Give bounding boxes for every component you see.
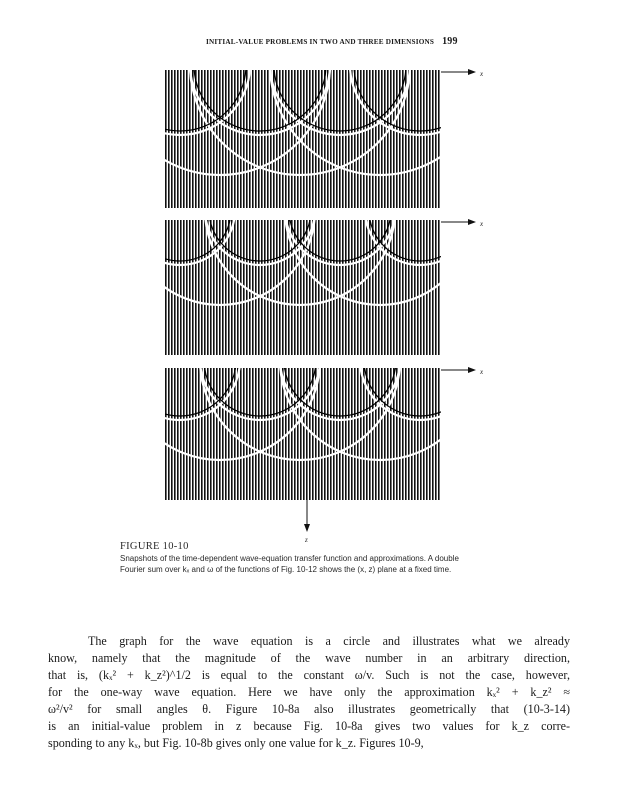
caption-text: Snapshots of the time-dependent wave-equation transfer function and approximations. A double Fourier sum over kₓ and ω of the functions of Fig. 10-12 shows the (x, z) plane at a fixed time. <box>120 554 459 574</box>
running-title: INITIAL-VALUE PROBLEMS IN TWO AND THREE DIMENSIONS <box>206 38 435 46</box>
body-line-7: sponding to any kₓ, but Fig. 10-8b gives only one value for k_z. Figures 10-9, <box>48 736 424 750</box>
wave-snapshot-figure <box>150 60 510 550</box>
running-header <box>206 36 506 47</box>
figure-label: FIGURE 10-10 <box>120 541 189 552</box>
body-line-3: that is, (kₓ² + k_z²)^1/2 is equal to the constant ω/v. Such is not the case, however, <box>48 668 570 682</box>
panel-1-x-axis-label: x <box>480 70 484 78</box>
body-line-6: is an initial-value problem in z because Fig. 10-8a gives two values for k_z corre- <box>48 719 570 733</box>
page-number: 199 <box>442 36 458 47</box>
body-paragraph <box>48 633 570 752</box>
z-axis-label: z <box>305 536 308 544</box>
snapshot-panel-1 <box>150 60 490 208</box>
body-line-5: ω²/v² for small angles θ. Figure 10-8a also illustrates geometrically that (10-3-14) <box>48 702 570 716</box>
figure-caption <box>120 541 480 575</box>
panel-2-x-axis-label: x <box>480 220 484 228</box>
z-axis-arrow <box>304 500 310 532</box>
panel-3-x-axis-label: x <box>480 368 484 376</box>
body-line-1: The graph for the wave equation is a circle and illustrates what we already <box>88 634 570 648</box>
body-line-4: for the one-way wave equation. Here we have only the approximation kₓ² + k_z² ≈ <box>48 685 570 699</box>
body-line-2: know, namely that the magnitude of the wave number in an arbitrary direction, <box>48 651 570 665</box>
